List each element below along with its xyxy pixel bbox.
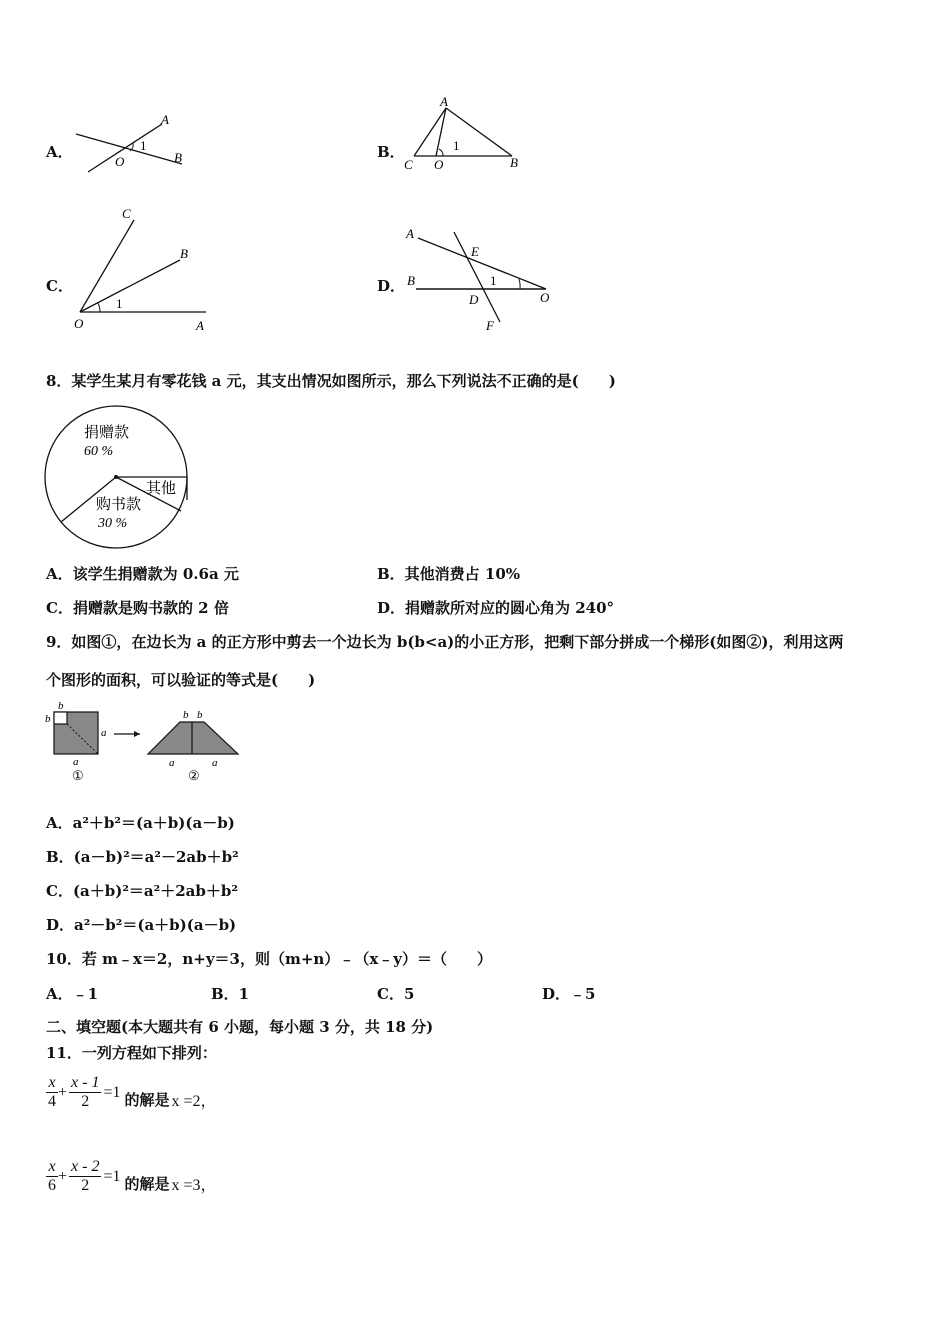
- slice-label-donation: 捐赠款: [84, 425, 130, 441]
- label-a: A: [161, 112, 169, 127]
- label-a: A: [406, 226, 414, 241]
- label-c: C: [122, 206, 131, 221]
- fraction-2: [69, 1158, 101, 1195]
- label-o: O: [115, 154, 125, 169]
- q10-option-a: A．﹣1: [46, 985, 99, 1003]
- small-square: [54, 712, 67, 724]
- label-b: B: [407, 273, 415, 288]
- q10-option-d: D．﹣5: [542, 985, 596, 1003]
- plus-sign: +: [58, 1083, 68, 1101]
- fig1-label-b-top: b: [58, 700, 64, 712]
- solution-label: 的解是: [124, 1091, 170, 1109]
- q9-figures: [42, 698, 252, 788]
- fig1-label-a-right: a: [101, 727, 107, 739]
- q7-option-c-letter: C．: [46, 277, 73, 295]
- q7-option-d-letter: D．: [377, 277, 406, 295]
- line-oa: [88, 124, 162, 172]
- label-o: O: [74, 316, 84, 331]
- numerator: x - 1: [71, 1074, 100, 1091]
- fig2-number: ②: [188, 768, 200, 783]
- q8-stem: 8．某学生某月有零花钱 a 元，其支出情况如图所示，那么下列说法不正确的是( ): [46, 372, 616, 390]
- fig2-label-b1: b: [183, 709, 189, 721]
- q9-option-b: B．(a－b)²＝a²－2ab＋b²: [46, 848, 239, 866]
- q8-option-c: C．捐赠款是购书款的 2 倍: [46, 599, 229, 617]
- q7-option-a-letter: A．: [46, 143, 73, 161]
- line-ao: [418, 238, 546, 289]
- label-b: B: [180, 246, 188, 261]
- q8-option-d: D．捐赠款所对应的圆心角为 240°: [377, 599, 615, 617]
- label-e: E: [471, 244, 479, 259]
- q11-equation-1: [46, 1074, 217, 1111]
- q9-stem-line2: 个图形的面积，可以验证的等式是( ): [46, 671, 316, 689]
- q10-option-c: C．5: [377, 985, 415, 1003]
- q9-option-d: D．a²－b²＝(a＋b)(a－b): [46, 916, 237, 934]
- label-a: A: [196, 318, 204, 333]
- numerator: x: [46, 1074, 58, 1093]
- label-b: B: [510, 155, 518, 170]
- label-a: A: [440, 94, 448, 109]
- solution-label: 的解是: [124, 1175, 170, 1193]
- denominator: 4: [48, 1093, 56, 1110]
- section-heading: 二、填空题(本大题共有 6 小题，每小题 3 分，共 18 分): [46, 1018, 434, 1036]
- denominator: 6: [48, 1177, 56, 1194]
- fig2-label-a2: a: [212, 757, 218, 769]
- fig1-label-a-bottom: a: [73, 756, 79, 768]
- slice-pct-books: 30 %: [98, 516, 128, 531]
- rhs: =1: [103, 1167, 121, 1185]
- q10-option-b: B．1: [211, 985, 250, 1003]
- q7-option-b-letter: B．: [377, 143, 405, 161]
- q11-equation-2: [46, 1158, 217, 1195]
- q7-figure-b: [398, 94, 528, 174]
- label-d: D: [469, 292, 479, 307]
- fraction-2: [69, 1074, 101, 1111]
- label-f: F: [486, 318, 494, 333]
- fraction-1: [46, 1074, 58, 1111]
- label-one: 1: [490, 273, 497, 288]
- q9-stem-line1: 9．如图①，在边长为 a 的正方形中剪去一个边长为 b(b<a)的小正方形，把剩下部分拼成一个梯形(如图②)，利用这两: [46, 633, 844, 651]
- q8-option-b: B．其他消费占 10%: [377, 565, 521, 583]
- label-b: B: [174, 150, 182, 165]
- fig1-number: ①: [72, 768, 84, 783]
- line-ob: [76, 134, 182, 164]
- label-one: 1: [453, 138, 460, 153]
- slice-label-other: 其他: [146, 481, 177, 497]
- rhs: =1: [103, 1083, 121, 1101]
- trapezoid: [148, 722, 238, 754]
- q7-figure-c: [70, 200, 220, 336]
- label-c: C: [404, 157, 413, 172]
- q10-stem: 10．若 m﹣x＝2，n+y＝3，则（m+n）﹣（x﹣y）＝（ ）: [46, 950, 492, 968]
- label-o: O: [540, 290, 550, 305]
- q8-option-a: A．该学生捐赠款为 0.6a 元: [46, 565, 239, 583]
- fig2-label-a1: a: [169, 757, 175, 769]
- label-one: 1: [140, 138, 147, 153]
- slice-label-books: 购书款: [96, 497, 142, 513]
- slice-pct-donation: 60 %: [84, 444, 114, 459]
- plus-sign: +: [58, 1167, 68, 1185]
- q8-pie-chart: [40, 405, 196, 553]
- label-o: O: [434, 157, 444, 172]
- numerator: x - 2: [71, 1158, 100, 1175]
- denominator: 2: [81, 1177, 90, 1194]
- label-one: 1: [116, 296, 123, 311]
- q9-option-a: A．a²＋b²＝(a＋b)(a－b): [46, 814, 235, 832]
- solution-value: x =2，: [171, 1093, 217, 1110]
- q7-figure-a: [70, 108, 200, 178]
- solution-value: x =3，: [171, 1177, 217, 1194]
- q7-figure-d: [398, 218, 568, 336]
- numerator: x: [46, 1158, 58, 1177]
- fig1-label-b-left: b: [45, 713, 51, 725]
- q9-option-c: C．(a＋b)²＝a²＋2ab＋b²: [46, 882, 238, 900]
- fig2-label-b2: b: [197, 709, 203, 721]
- fraction-1: [46, 1158, 58, 1195]
- denominator: 2: [81, 1093, 90, 1110]
- q11-stem: 11．一列方程如下排列：: [46, 1044, 217, 1062]
